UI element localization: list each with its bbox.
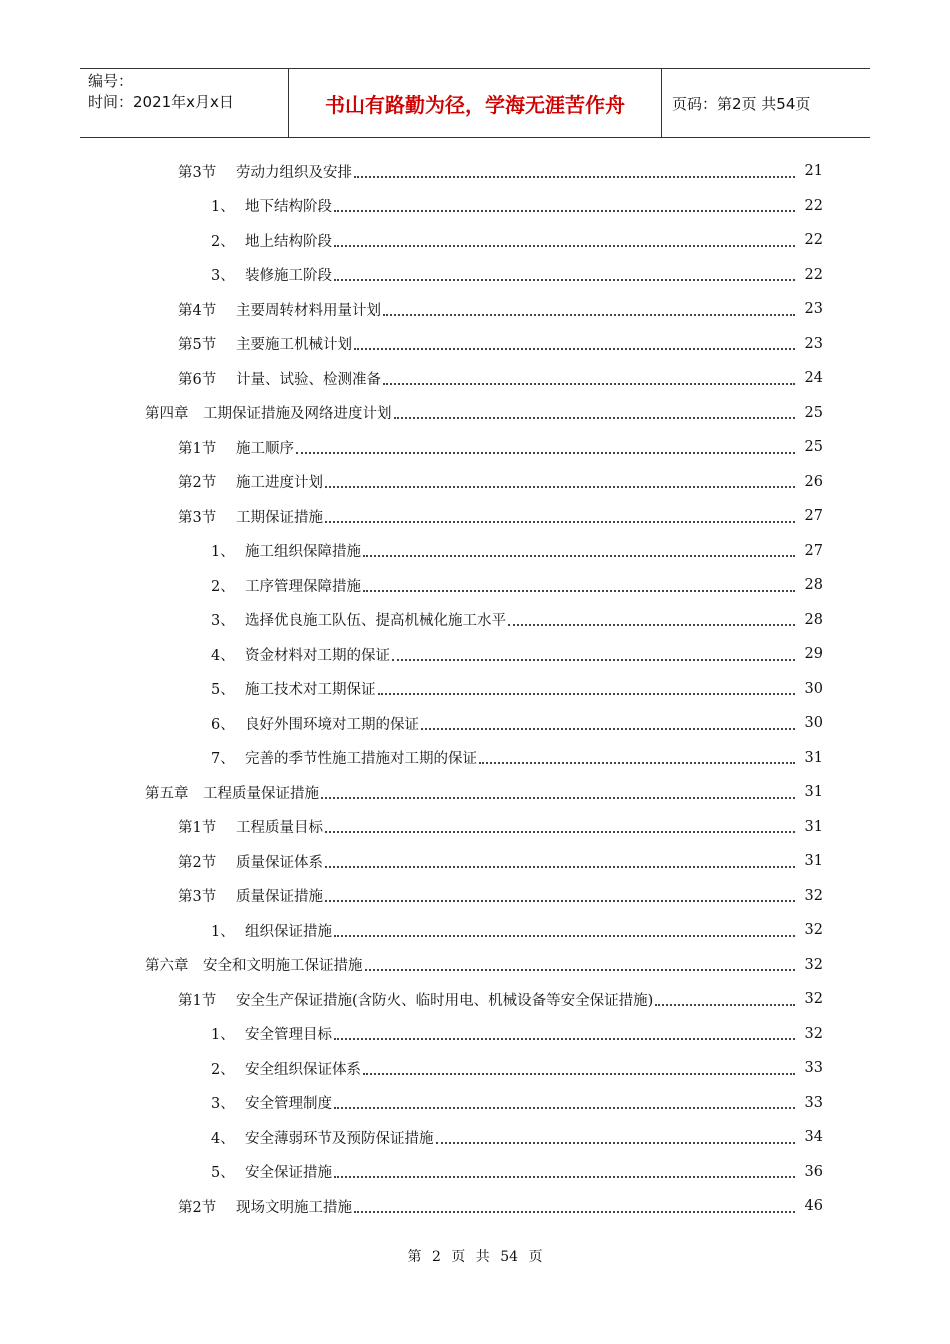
- toc-dot-leader: [296, 451, 795, 454]
- toc-page-number: 31: [804, 818, 823, 835]
- toc-dot-leader: [334, 1106, 795, 1109]
- toc-entry[interactable]: [0, 534, 950, 569]
- toc-dot-leader: [354, 347, 795, 350]
- toc-dot-leader: [325, 485, 795, 488]
- toc-page-number: 32: [804, 991, 823, 1008]
- toc-entry[interactable]: [0, 223, 950, 258]
- toc-entry[interactable]: [0, 396, 950, 431]
- toc-dot-leader: [383, 382, 795, 385]
- toc-entry-text: 质量保证措施: [236, 889, 323, 906]
- toc-entry-title: [211, 540, 363, 561]
- toc-entry-text: 主要施工机械计划: [236, 337, 352, 354]
- toc-page-number: 23: [804, 301, 823, 318]
- toc-entry-text: 工程质量保证措施: [203, 785, 319, 802]
- toc-entry-index: 1、: [211, 1027, 235, 1044]
- toc-entry-text: 安全和文明施工保证措施: [203, 958, 363, 975]
- toc-entry-index: 第3节: [178, 889, 217, 906]
- toc-dot-leader: [378, 692, 795, 695]
- toc-page-number: 32: [804, 956, 823, 973]
- toc-page-number: 34: [804, 1129, 823, 1146]
- toc-entry-title: [178, 851, 325, 872]
- toc-entry[interactable]: [0, 706, 950, 741]
- toc-dot-leader: [394, 416, 795, 419]
- toc-entry-index: 第1节: [178, 820, 217, 837]
- toc-dot-leader: [334, 934, 795, 937]
- header-page-info: 页码：第2页 共54页: [672, 94, 811, 113]
- toc-entry-index: 7、: [211, 751, 235, 768]
- toc-entry[interactable]: [0, 1086, 950, 1121]
- toc-entry-index: 1、: [211, 923, 235, 940]
- toc-entry-index: 2、: [211, 1061, 235, 1078]
- toc-entry-index: 第5节: [178, 337, 217, 354]
- toc-entry-index: 4、: [211, 647, 235, 664]
- toc-entry-title: [178, 161, 354, 182]
- toc-dot-leader: [325, 520, 795, 523]
- toc-entry-title: [178, 506, 325, 527]
- toc-entry[interactable]: [0, 568, 950, 603]
- toc-page-number: 25: [804, 439, 823, 456]
- toc-page-number: 28: [804, 611, 823, 628]
- toc-dot-leader: [334, 278, 795, 281]
- toc-entry-index: 2、: [211, 578, 235, 595]
- toc-entry-index: 第1节: [178, 440, 217, 457]
- toc-entry-index: 第6节: [178, 371, 217, 388]
- toc-entry[interactable]: [0, 603, 950, 638]
- toc-page-number: 22: [804, 197, 823, 214]
- toc-entry-index: 3、: [211, 268, 235, 285]
- toc-page-number: 32: [804, 887, 823, 904]
- toc-entry-text: 装修施工阶段: [245, 268, 332, 285]
- toc-entry-title: [211, 920, 334, 941]
- toc-entry-title: [178, 299, 383, 320]
- toc-entry-index: 6、: [211, 716, 235, 733]
- toc-entry-text: 工序管理保障措施: [245, 578, 361, 595]
- toc-page-number: 29: [804, 646, 823, 663]
- toc-entry-title: [178, 437, 296, 458]
- toc-entry-title: [211, 230, 334, 251]
- toc-entry-title: [211, 1127, 436, 1148]
- toc-entry-text: 良好外围环境对工期的保证: [245, 716, 419, 733]
- toc-entry-text: 安全管理目标: [245, 1027, 332, 1044]
- toc-entry-title: [178, 989, 655, 1010]
- toc-entry-index: 第五章: [145, 785, 189, 802]
- toc-dot-leader: [365, 968, 795, 971]
- toc-entry[interactable]: [0, 982, 950, 1017]
- toc-entry-text: 组织保证措施: [245, 923, 332, 940]
- toc-page-number: 33: [804, 1060, 823, 1077]
- toc-dot-leader: [383, 313, 795, 316]
- toc-entry-title: [178, 333, 354, 354]
- toc-dot-leader: [508, 623, 795, 626]
- toc-entry[interactable]: [0, 879, 950, 914]
- toc-page-number: 26: [804, 473, 823, 490]
- toc-dot-leader: [325, 865, 795, 868]
- toc-entry-text: 选择优良施工队伍、提高机械化施工水平: [245, 613, 506, 630]
- toc-entry[interactable]: [0, 1017, 950, 1052]
- toc-entry-title: [145, 402, 394, 423]
- toc-entry-text: 施工组织保障措施: [245, 544, 361, 561]
- toc-entry-text: 主要周转材料用量计划: [236, 302, 381, 319]
- toc-dot-leader: [354, 175, 795, 178]
- toc-entry-index: 第2节: [178, 475, 217, 492]
- toc-entry[interactable]: [0, 741, 950, 776]
- toc-entry-text: 资金材料对工期的保证: [245, 647, 390, 664]
- toc-entry-title: [178, 368, 383, 389]
- toc-entry-text: 工期保证措施及网络进度计划: [203, 406, 392, 423]
- toc-page-number: 22: [804, 232, 823, 249]
- toc-page-number: 27: [804, 508, 823, 525]
- toc-dot-leader: [363, 589, 795, 592]
- toc-entry-title: [211, 1161, 334, 1182]
- toc-entry-index: 第四章: [145, 406, 189, 423]
- toc-entry-title: [211, 264, 334, 285]
- toc-entry-text: 完善的季节性施工措施对工期的保证: [245, 751, 477, 768]
- toc-entry[interactable]: [0, 361, 950, 396]
- toc-entry-title: [211, 678, 378, 699]
- toc-page-number: 24: [804, 370, 823, 387]
- table-of-contents: [0, 154, 950, 1224]
- toc-entry[interactable]: [0, 844, 950, 879]
- toc-dot-leader: [354, 1210, 795, 1213]
- toc-dot-leader: [421, 727, 795, 730]
- toc-entry-title: [211, 747, 479, 768]
- toc-entry-title: [211, 195, 334, 216]
- toc-entry[interactable]: [0, 327, 950, 362]
- toc-dot-leader: [655, 1003, 794, 1006]
- toc-entry-index: 第1节: [178, 992, 217, 1009]
- toc-entry-text: 安全保证措施: [245, 1165, 332, 1182]
- toc-entry[interactable]: [0, 637, 950, 672]
- toc-entry[interactable]: [0, 948, 950, 983]
- toc-entry-text: 工期保证措施: [236, 509, 323, 526]
- toc-entry-text: 地下结构阶段: [245, 199, 332, 216]
- toc-entry-index: 4、: [211, 1130, 235, 1147]
- toc-entry[interactable]: [0, 1155, 950, 1190]
- toc-entry-title: [145, 954, 365, 975]
- toc-entry[interactable]: [0, 672, 950, 707]
- toc-entry-title: [211, 713, 421, 734]
- toc-entry-index: 第2节: [178, 854, 217, 871]
- toc-page-number: 31: [804, 784, 823, 801]
- toc-entry-title: [178, 885, 325, 906]
- toc-entry-text: 施工进度计划: [236, 475, 323, 492]
- toc-dot-leader: [363, 554, 795, 557]
- toc-dot-leader: [334, 1175, 795, 1178]
- toc-entry-index: 第六章: [145, 958, 189, 975]
- toc-page-number: 32: [804, 922, 823, 939]
- toc-entry-index: 第4节: [178, 302, 217, 319]
- toc-entry-index: 5、: [211, 1165, 235, 1182]
- toc-entry[interactable]: [0, 913, 950, 948]
- toc-entry-index: 1、: [211, 544, 235, 561]
- toc-dot-leader: [334, 209, 795, 212]
- toc-page-number: 30: [804, 715, 823, 732]
- toc-entry-title: [211, 644, 392, 665]
- toc-page-number: 21: [804, 163, 823, 180]
- page-footer: 第 2 页 共 54 页: [407, 1249, 543, 1265]
- toc-entry[interactable]: [0, 430, 950, 465]
- page-header: [80, 68, 870, 138]
- toc-entry-title: [211, 609, 508, 630]
- toc-page-number: 30: [804, 680, 823, 697]
- toc-dot-leader: [334, 244, 795, 247]
- toc-entry-text: 现场文明施工措施: [236, 1199, 352, 1216]
- toc-entry[interactable]: [0, 292, 950, 327]
- toc-page-number: 46: [804, 1198, 823, 1215]
- toc-entry-text: 计量、试验、检测准备: [236, 371, 381, 388]
- toc-dot-leader: [325, 899, 795, 902]
- time-label: 时间：2021年x月x日: [88, 93, 234, 111]
- toc-entry-index: 2、: [211, 233, 235, 250]
- toc-page-number: 22: [804, 266, 823, 283]
- toc-entry-text: 安全薄弱环节及预防保证措施: [245, 1130, 434, 1147]
- toc-page-number: 23: [804, 335, 823, 352]
- code-label: 编号：: [88, 72, 134, 90]
- toc-entry-text: 地上结构阶段: [245, 233, 332, 250]
- toc-entry[interactable]: [0, 499, 950, 534]
- toc-entry[interactable]: [0, 810, 950, 845]
- toc-entry-index: 3、: [211, 1096, 235, 1113]
- toc-entry-title: [178, 471, 325, 492]
- toc-entry-title: [211, 1058, 363, 1079]
- toc-entry-text: 安全管理制度: [245, 1096, 332, 1113]
- toc-page-number: 25: [804, 404, 823, 421]
- toc-page-number: 28: [804, 577, 823, 594]
- toc-entry-index: 5、: [211, 682, 235, 699]
- toc-entry-text: 质量保证体系: [236, 854, 323, 871]
- toc-entry-title: [211, 1023, 334, 1044]
- toc-entry-text: 劳动力组织及安排: [236, 164, 352, 181]
- toc-entry[interactable]: [0, 1120, 950, 1155]
- toc-entry[interactable]: [0, 189, 950, 224]
- toc-dot-leader: [436, 1141, 795, 1144]
- toc-entry-index: 第2节: [178, 1199, 217, 1216]
- toc-dot-leader: [334, 1037, 795, 1040]
- toc-page-number: 31: [804, 853, 823, 870]
- toc-entry-title: [178, 816, 325, 837]
- toc-entry-text: 工程质量目标: [236, 820, 323, 837]
- toc-dot-leader: [363, 1072, 795, 1075]
- toc-entry-index: 3、: [211, 613, 235, 630]
- toc-entry[interactable]: [0, 154, 950, 189]
- header-meta: [80, 69, 289, 137]
- toc-entry[interactable]: [0, 775, 950, 810]
- toc-entry-text: 安全组织保证体系: [245, 1061, 361, 1078]
- toc-entry-text: 安全生产保证措施(含防火、临时用电、机械设备等安全保证措施): [236, 992, 654, 1009]
- header-motto: 书山有路勤为径，学海无涯苦作舟: [289, 69, 662, 137]
- toc-page-number: 27: [804, 542, 823, 559]
- toc-entry-index: 第3节: [178, 164, 217, 181]
- toc-entry-title: [145, 782, 321, 803]
- toc-entry-index: 1、: [211, 199, 235, 216]
- toc-dot-leader: [479, 761, 795, 764]
- toc-dot-leader: [321, 796, 795, 799]
- toc-entry-text: 施工技术对工期保证: [245, 682, 376, 699]
- toc-entry-index: 第3节: [178, 509, 217, 526]
- toc-entry-title: [178, 1196, 354, 1217]
- toc-entry[interactable]: [0, 1189, 950, 1224]
- toc-page-number: 33: [804, 1094, 823, 1111]
- toc-page-number: 31: [804, 749, 823, 766]
- toc-entry-title: [211, 575, 363, 596]
- toc-entry[interactable]: [0, 258, 950, 293]
- toc-dot-leader: [392, 658, 795, 661]
- toc-page-number: 32: [804, 1025, 823, 1042]
- toc-dot-leader: [325, 830, 795, 833]
- toc-entry-text: 施工顺序: [236, 440, 294, 457]
- toc-entry[interactable]: [0, 1051, 950, 1086]
- toc-entry[interactable]: [0, 465, 950, 500]
- toc-entry-title: [211, 1092, 334, 1113]
- toc-page-number: 36: [804, 1163, 823, 1180]
